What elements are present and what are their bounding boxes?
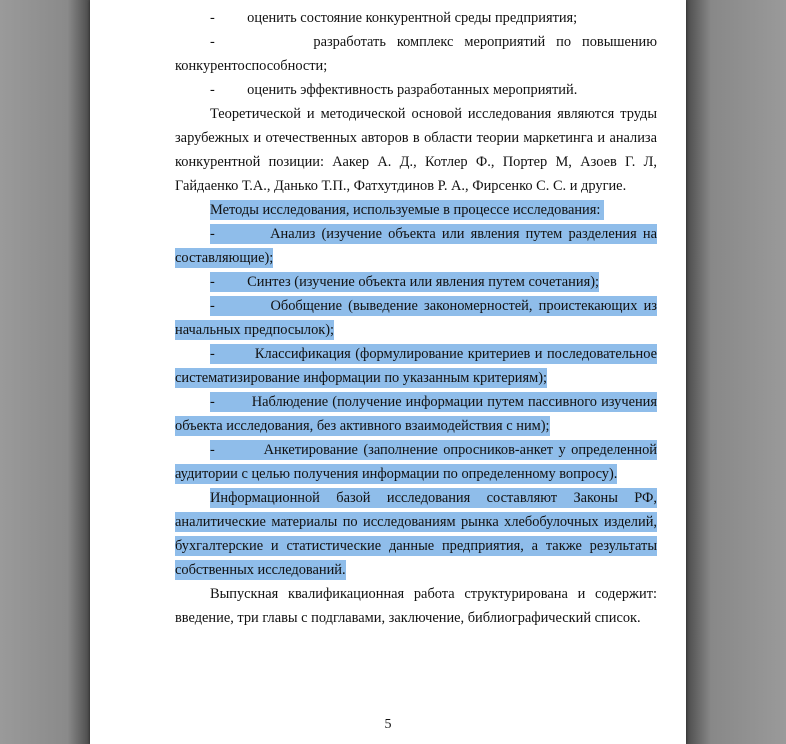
list-item-observation[interactable] (175, 390, 657, 438)
list-item-competition[interactable] (175, 6, 657, 30)
paragraph-text: - оценить состояние конкурентной среды предприятия; (210, 10, 578, 26)
paragraph-information-base[interactable] (175, 486, 657, 582)
page-body[interactable] (175, 6, 657, 630)
list-item-synthesis[interactable] (175, 270, 657, 294)
workspace-left-margin (0, 0, 90, 744)
selected-text: - Классификация (формулирование критериев и последовательное систематизирование информации по указанным критериям); (175, 346, 657, 386)
paragraph-text: Теоретической и методической основой исследования являются труды зарубежных и отечественных авторов в области теории маркетинга и анализа конкурентной позиции: Аакер А. Д., Котлер Ф., Портер М, Азоев Г. Л, Гайдаенко Т.А., Данько Т.П., Фатхутдинов Р. А., Фирсенко С. С. и другие. (175, 106, 657, 194)
list-item-generalization[interactable] (175, 294, 657, 342)
list-item-classification[interactable] (175, 342, 657, 390)
list-item-survey[interactable] (175, 438, 657, 486)
selected-text: - Синтез (изучение объекта или явления путем сочетания); (210, 274, 599, 290)
selected-text: Методы исследования, используемые в процессе исследования: (210, 202, 604, 218)
paragraph-text: Выпускная квалификационная работа структурирована и содержит: введение, три главы с подглавами, заключение, библиографический список. (175, 586, 657, 626)
paragraph-structure[interactable] (175, 582, 657, 630)
list-item-measures[interactable] (175, 30, 657, 78)
list-item-analysis[interactable] (175, 222, 657, 270)
selected-text: - Анализ (изучение объекта или явления путем разделения на составляющие); (175, 226, 657, 266)
paragraph-text: - разработать комплекс мероприятий по повышению конкурентоспособности; (175, 34, 657, 74)
page-number: 5 (384, 717, 392, 732)
selected-text: - Анкетирование (заполнение опросников-анкет у определенной аудитории с целью получения информации по определенному вопросу). (175, 442, 657, 482)
document-page[interactable] (90, 0, 686, 744)
selected-text: - Наблюдение (получение информации путем пассивного изучения объекта исследования, без активного взаимодействия с ним); (175, 394, 657, 434)
workspace-right-margin (686, 0, 786, 744)
paragraph-text: - оценить эффективность разработанных мероприятий. (210, 82, 578, 98)
paragraph-methods-heading[interactable] (175, 198, 657, 222)
list-item-efficiency[interactable] (175, 78, 657, 102)
paragraph-theory-basis[interactable] (175, 102, 657, 198)
selected-text: Информационной базой исследования составляют Законы РФ, аналитические материалы по исследованиям рынка хлебобулочных изделий, бухгалтерские и статистические данные предприятия, а также результаты собственных исследований. (175, 490, 657, 578)
selected-text: - Обобщение (выведение закономерностей, проистекающих из начальных предпосылок); (175, 298, 657, 338)
